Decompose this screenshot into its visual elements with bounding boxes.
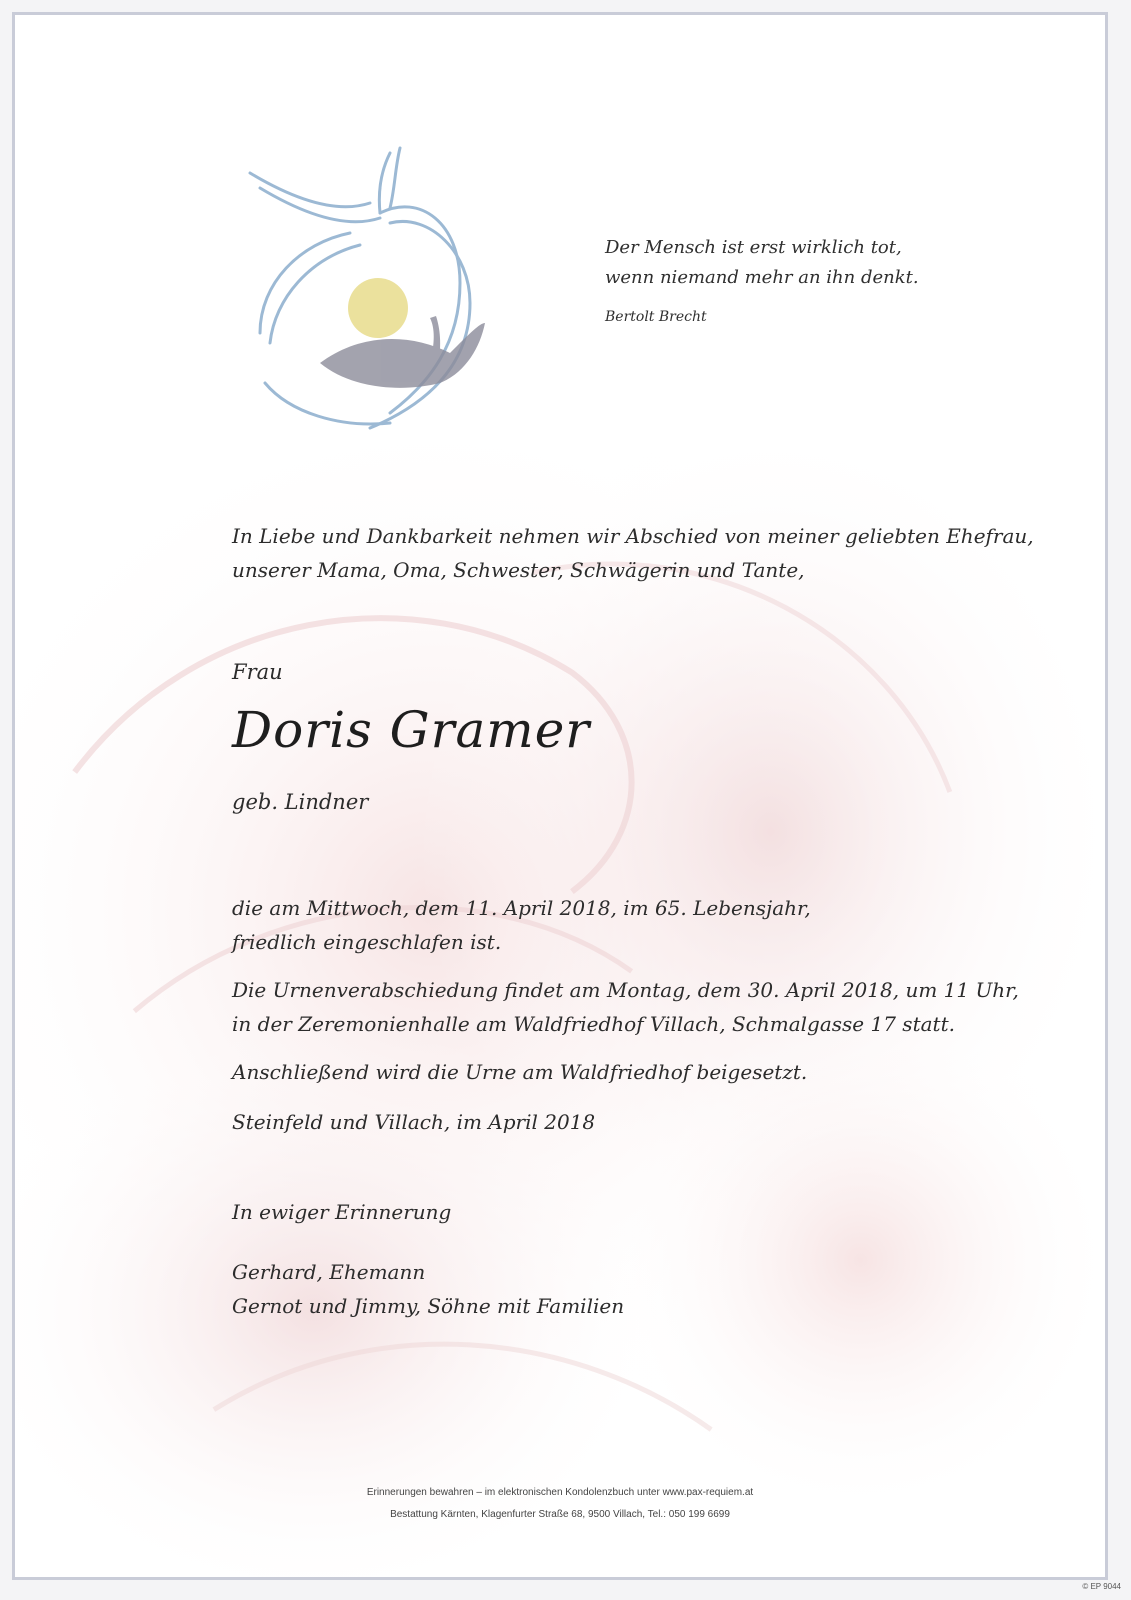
intro-line-2: unserer Mama, Oma, Schwester, Schwägerin und Tante, [232,558,805,582]
death-notice [232,891,811,959]
sun-icon [348,278,408,338]
footer-funeral-home: Bestattung Kärnten, Klagenfurter Straße 68, 9500 Villach, Tel.: 050 199 6699 [390,1509,730,1520]
deceased-name: Doris Gramer [232,701,591,759]
ceremony-line-1: Die Urnenverabschiedung findet am Montag, dem 30. April 2018, um 11 Uhr, [232,978,1019,1002]
quote-author: Bertolt Brecht [605,309,707,325]
ceremony-line-2: in der Zeremonienhalle am Waldfriedhof Villach, Schmalgasse 17 statt. [232,1012,955,1036]
print-code: © EP 9044 [1082,1582,1121,1591]
intro-text [232,519,1034,587]
death-line-1: die am Mittwoch, dem 11. April 2018, im 65. Lebensjahr, [232,896,811,920]
maiden-name: geb. Lindner [232,790,369,814]
intro-line-1: In Liebe und Dankbarkeit nehmen wir Abschied von meiner geliebten Ehefrau, [232,524,1034,548]
rose-background-image [15,15,1105,1577]
family-line-1: Gerhard, Ehemann [232,1260,426,1284]
place-and-date: Steinfeld und Villach, im April 2018 [232,1110,596,1134]
family-signatures [232,1255,624,1323]
death-line-2: friedlich eingeschlafen ist. [232,930,502,954]
epigraph-quote [605,233,919,327]
salutation: Frau [232,660,283,684]
footer-condolence-book: Erinnerungen bewahren – im elektronischen Kondolenzbuch unter www.pax-requiem.at [366,1487,754,1498]
memory-phrase: In ewiger Erinnerung [232,1200,452,1224]
obituary-sheet [12,12,1108,1580]
quote-line-2: wenn niemand mehr an ihn denkt. [605,267,919,288]
ceremony-notice [232,973,1019,1041]
burial-notice: Anschließend wird die Urne am Waldfriedhof beigesetzt. [232,1060,808,1084]
family-line-2: Gernot und Jimmy, Söhne mit Familien [232,1294,625,1318]
quote-line-1: Der Mensch ist erst wirklich tot, [605,237,902,258]
cranes-and-sun-emblem [230,133,510,443]
